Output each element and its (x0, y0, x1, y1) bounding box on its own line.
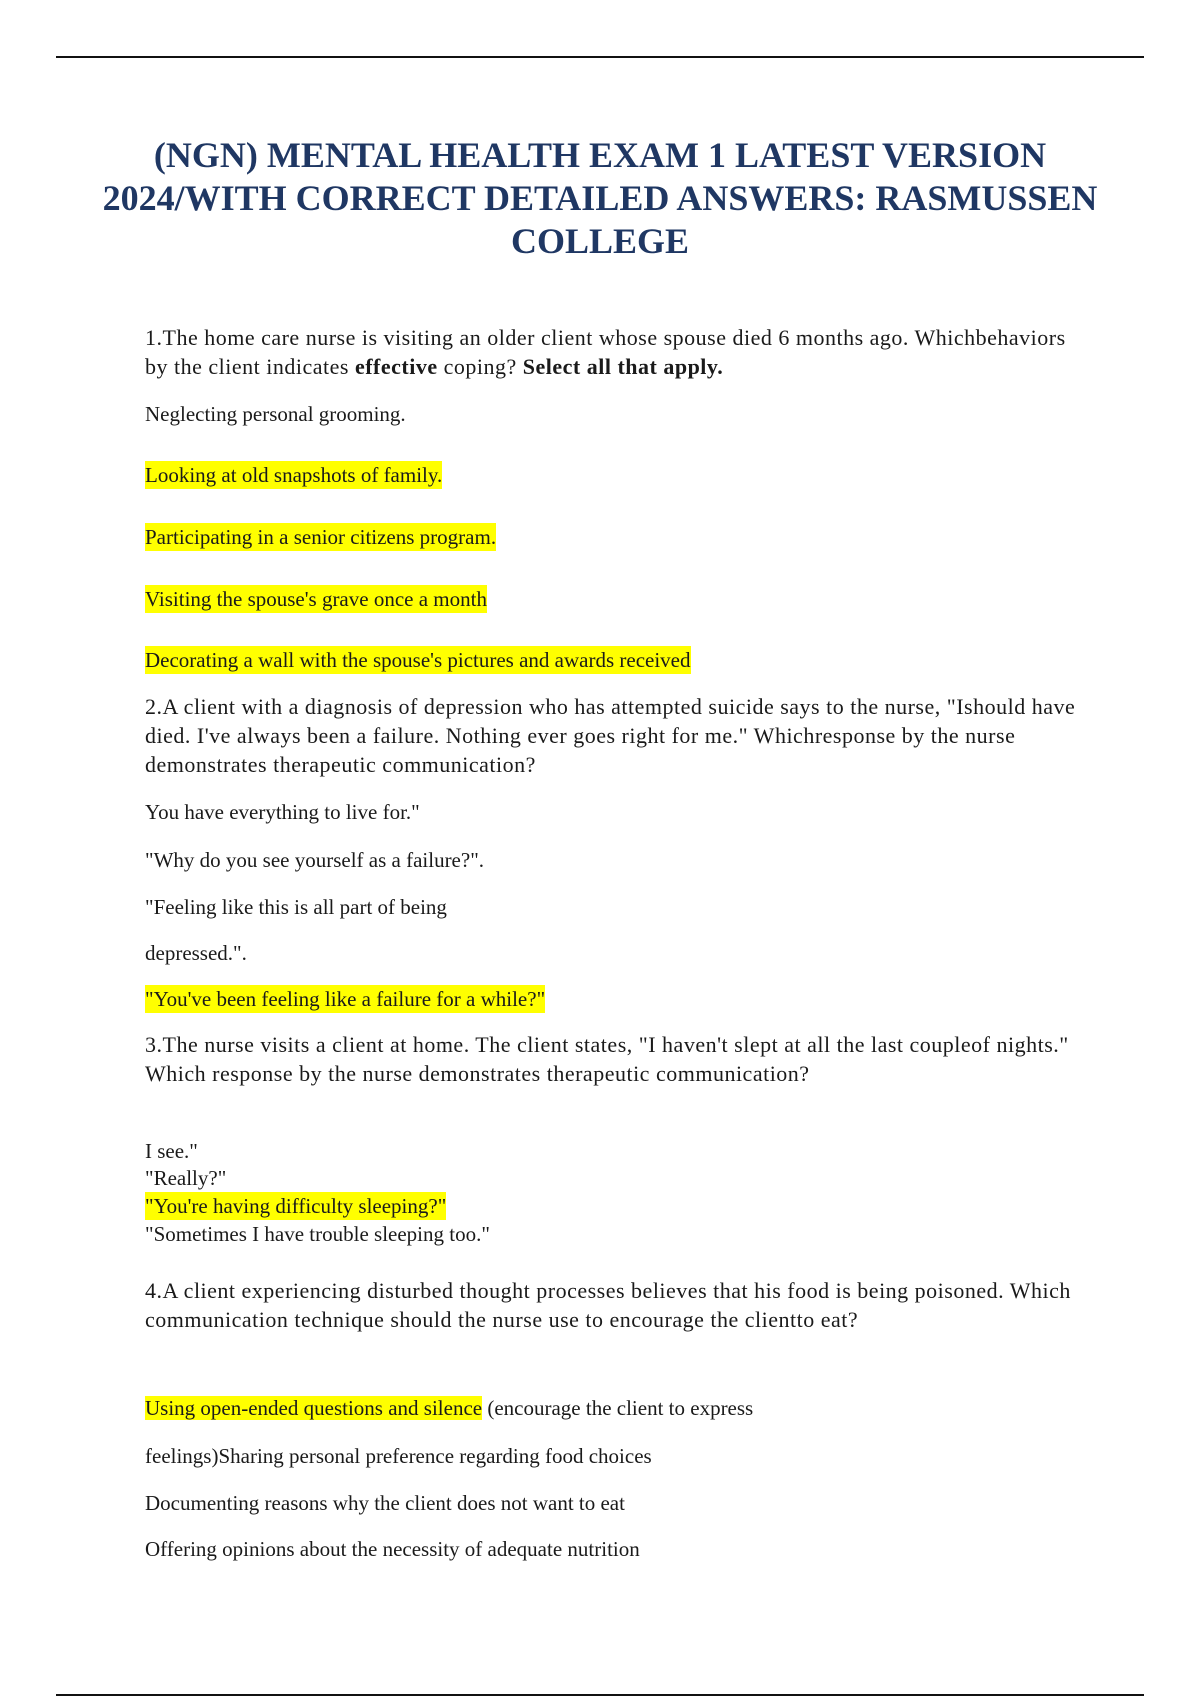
q1-option-5-correct: Decorating a wall with the spouse's pictures and awards received (145, 648, 691, 672)
q3-option-1: I see." (145, 1139, 198, 1163)
question-1-emphasis: effective (354, 354, 438, 379)
q4-answer-note: (encourage the client to express (482, 1396, 754, 1420)
q4-option-1 (145, 1394, 753, 1422)
top-rule (56, 56, 1144, 58)
q1-option-3-correct: Participating in a senior citizens program. (145, 525, 497, 549)
question-3: 3.The nurse visits a client at home. The client states, "I haven't slept at all the last coupleof nights." Which response by the nurse demonstrates therapeutic communication? (145, 1032, 1069, 1086)
document-title: (NGN) MENTAL HEALTH EXAM 1 LATEST VERSION 2024/WITH CORRECT DETAILED ANSWERS: RASMUSSEN COLLEGE (102, 135, 1098, 261)
question-1-text-2: coping? (437, 354, 523, 379)
question-1-instruction: Select all that apply. (522, 354, 724, 379)
q2-option-1: You have everything to live for." (145, 800, 420, 824)
q1-option-2-correct: Looking at old snapshots of family. (145, 463, 443, 487)
q3-option-4: "Sometimes I have trouble sleeping too." (145, 1222, 490, 1246)
q1-option-1: Neglecting personal grooming. (145, 402, 406, 426)
q2-option-3: "Feeling like this is all part of being (145, 895, 447, 919)
q4-option-3: Documenting reasons why the client does not want to eat (145, 1491, 625, 1515)
q1-option-4-correct: Visiting the spouse's grave once a month (145, 587, 487, 611)
q2-option-4-correct: "You've been feeling like a failure for a while?" (145, 987, 546, 1011)
q2-option-3-cont: depressed.". (145, 941, 247, 965)
q4-option-2: feelings)Sharing personal preference regarding food choices (145, 1444, 652, 1468)
q3-option-2: "Really?" (145, 1166, 227, 1190)
question-2: 2.A client with a diagnosis of depression who has attempted suicide says to the nurse, "Ishould have died. I've always been a failure. Nothing ever goes right for me." Whichresponse by the nurse demonstrates therapeutic communication? (145, 694, 1076, 777)
question-1 (145, 323, 1085, 381)
question-4: 4.A client experiencing disturbed thought processes believes that his food is being poisoned. Which communication technique should the nurse use to encourage the clientto eat? (145, 1278, 1071, 1332)
q4-correct-answer: Using open-ended questions and silence (145, 1396, 483, 1420)
q3-option-3-correct: "You're having difficulty sleeping?" (145, 1194, 447, 1218)
q2-option-2: "Why do you see yourself as a failure?". (145, 848, 485, 872)
question-1-text: 1.The home care nurse is visiting an older client whose spouse died 6 months ago. Whichbehaviors by the client indicates (145, 325, 1066, 379)
q4-option-4: Offering opinions about the necessity of adequate nutrition (145, 1537, 640, 1561)
bottom-rule (56, 1694, 1144, 1696)
